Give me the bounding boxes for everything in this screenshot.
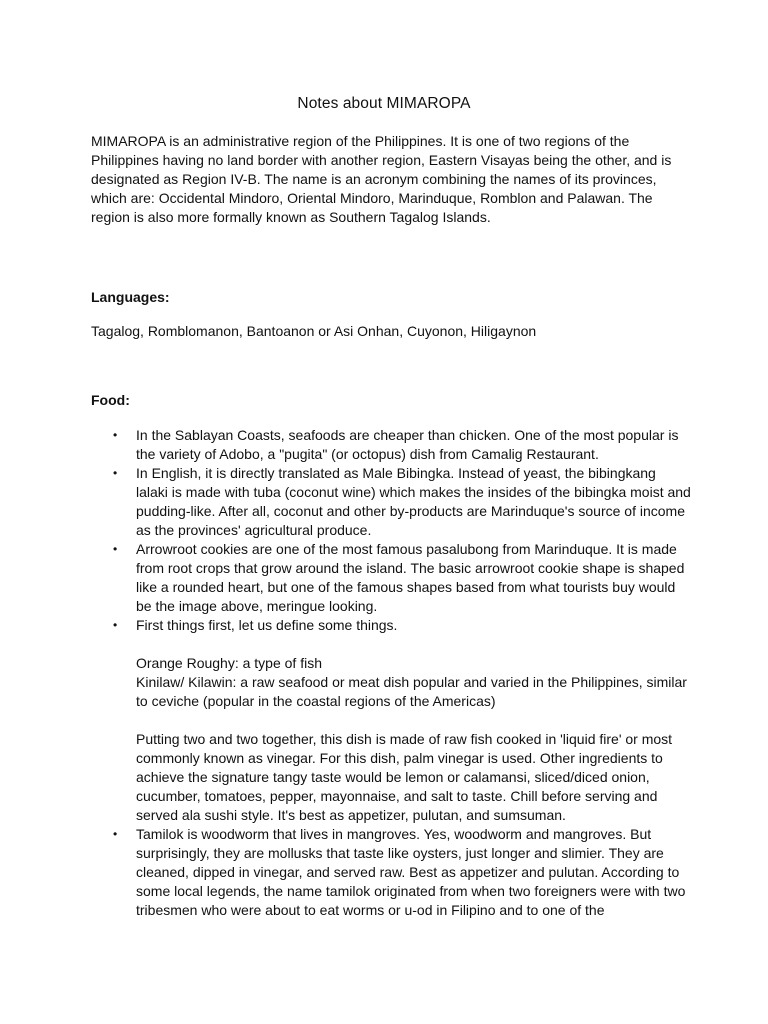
food-item-text: Tamilok is woodworm that lives in mangroves. Yes, woodworm and mangroves. But surprisingly, they are mollusks that taste like oysters, just longer and slimier. They are cleaned, dipped in vinegar, and served raw. Best as appetizer and pulutan. According to some local legends, the name tamilok originated from when two foreigners were with two tribesmen who were about to eat worms or u-od in Filipino and to one of the [136,826,686,918]
list-item [91,540,691,616]
food-heading: Food: [91,392,130,408]
food-item-text: In the Sablayan Coasts, seafoods are cheaper than chicken. One of the most popular is the variety of Adobo, a "pugita" (or octopus) dish from Camalig Restaurant. [136,427,679,462]
languages-heading: Languages: [91,289,170,305]
page-title: Notes about MIMAROPA [297,95,471,112]
food-item-text: Arrowroot cookies are one of the most famous pasalubong from Marinduque. It is made from root crops that grow around the island. The basic arrowroot cookie shape is shaped like a rounded heart, but one of the famous shapes based from what tourists buy would be the image above, meringue looking. [136,541,685,614]
intro-paragraph: MIMAROPA is an administrative region of the Philippines. It is one of two regions of the Philippines having no land border with another region, Eastern Visayas being the other, and is designated as Region IV-B. The name is an acronym combining the names of its provinces, which are: Occidental Mindoro, Oriental Mindoro, Marinduque, Romblon and Palawan. The region is also more formally known as Southern Tagalog Islands. [91,133,672,225]
food-list [91,426,691,920]
kinilaw-paragraph: Putting two and two together, this dish is made of raw fish cooked in 'liquid fire' or most commonly known as vinegar. For this dish, palm vinegar is used. Other ingredients to achieve the signature tangy taste would be lemon or calamansi, sliced/diced onion, cucumber, tomatoes, pepper, mayonnaise, and salt to taste. Chill before serving and served ala sushi style. It's best as appetizer, pulutan, and sumsuman. [136,731,673,823]
languages-text: Tagalog, Romblomanon, Bantoanon or Asi Onhan, Cuyonon, Hiligaynon [91,323,537,339]
list-item [91,426,691,464]
food-item-text: In English, it is directly translated as Male Bibingka. Instead of yeast, the bibingkang lalaki is made with tuba (coconut wine) which makes the insides of the bibingka moist and pudding-like. After all, coconut and other by-products are Marinduque's source of income as the provinces' agricultural produce. [136,465,691,538]
bullet-icon: • [113,827,118,841]
list-item [91,616,691,825]
spacer [136,635,691,654]
bullet-icon: • [113,542,118,556]
bullet-icon: • [113,428,118,442]
definition-kinilaw: Kinilaw/ Kilawin: a raw seafood or meat dish popular and varied in the Philippines, similar to ceviche (popular in the coastal regions of the Americas) [136,674,687,709]
definition-orange-roughy: Orange Roughy: a type of fish [136,655,322,671]
food-item-text: First things first, let us define some things. [136,617,398,633]
bullet-icon: • [113,618,118,632]
intro-section [91,132,691,227]
list-item [91,825,691,920]
bullet-icon: • [113,466,118,480]
spacer [136,711,691,730]
list-item [91,464,691,540]
